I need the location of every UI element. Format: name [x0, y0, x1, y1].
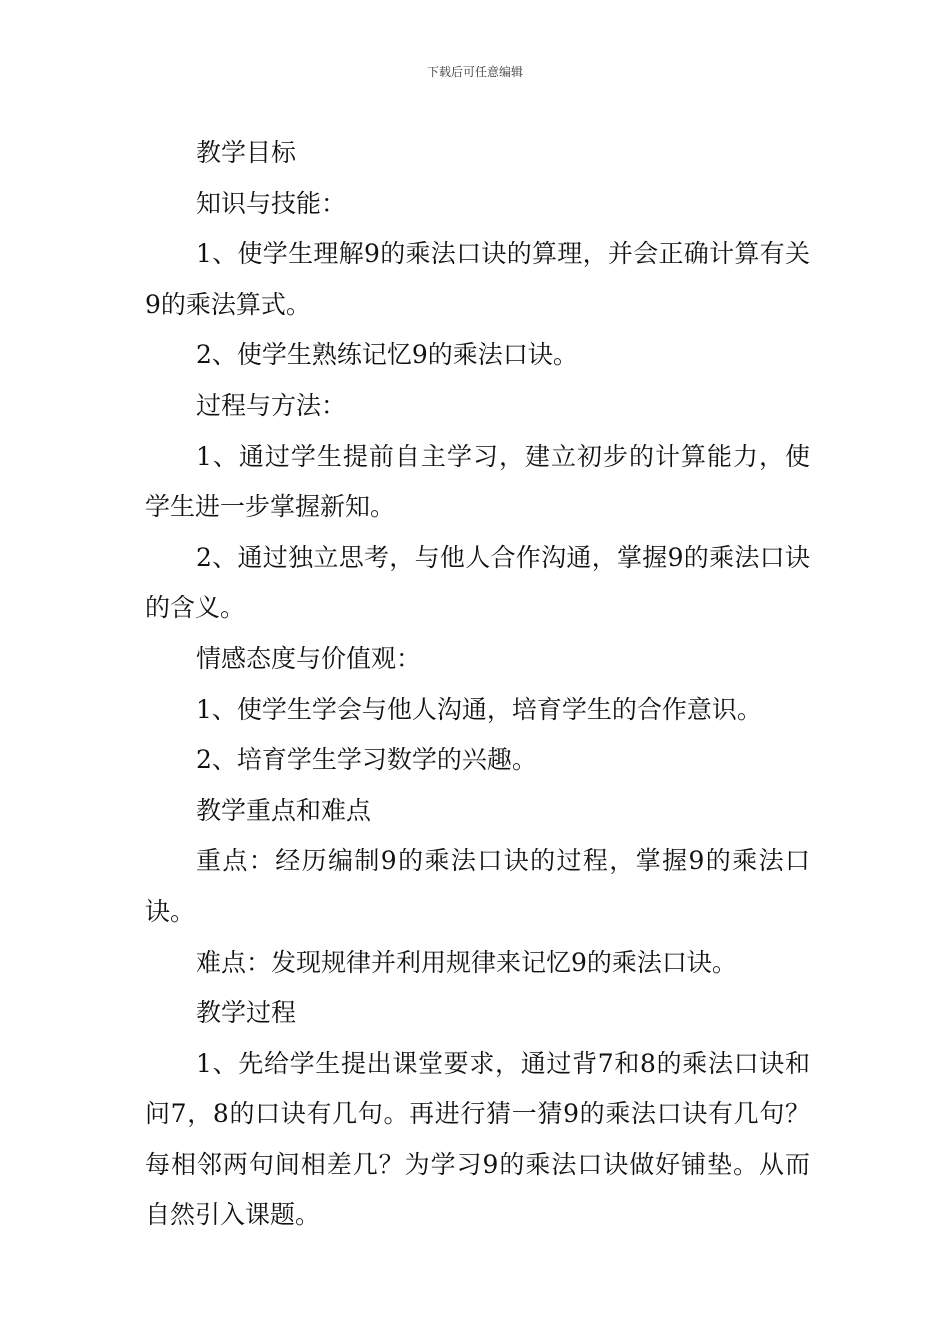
paragraph-process-2: 2、通过独立思考，与他人合作沟通，掌握9的乘法口诀的含义。 [145, 542, 810, 623]
subheading-process-methods: 过程与方法： [196, 390, 347, 420]
subheading-knowledge-skills: 知识与技能： [196, 188, 347, 218]
heading-key-difficult-points: 教学重点和难点 [196, 795, 372, 825]
paragraph-key-point: 重点：经历编制9的乘法口诀的过程，掌握9的乘法口诀。 [145, 846, 810, 926]
paragraph-emotion-2: 2、培育学生学习数学的兴趣。 [196, 745, 537, 775]
heading-teaching-objectives: 教学目标 [196, 138, 297, 167]
paragraph-process-step-1: 1、先给学生提出课堂要求，通过背7和8的乘法口诀和问7，8的口诀有几句。再进行猜一猜9的乘法口诀有几句？每相邻两句间相差几？为学习9的乘法口诀做好铺垫。从而自然引入课题。 [145, 1048, 810, 1230]
heading-teaching-process: 教学过程 [196, 998, 297, 1028]
document-body [145, 128, 810, 1241]
paragraph-emotion-1: 1、使学生学会与他人沟通，培育学生的合作意识。 [196, 694, 762, 724]
paragraph-difficult-point: 难点：发现规律并利用规律来记忆9的乘法口诀。 [196, 947, 737, 977]
subheading-emotion-values: 情感态度与价值观： [196, 643, 422, 673]
paragraph-process-1: 1、通过学生提前自主学习，建立初步的计算能力，使学生进一步掌握新知。 [145, 441, 810, 522]
paragraph-knowledge-2: 2、使学生熟练记忆9的乘法口诀。 [196, 340, 578, 370]
page-header-text: 下载后可任意编辑 [426, 65, 523, 79]
paragraph-knowledge-1: 1、使学生理解9的乘法口诀的算理，并会正确计算有关9的乘法算式。 [145, 239, 810, 319]
